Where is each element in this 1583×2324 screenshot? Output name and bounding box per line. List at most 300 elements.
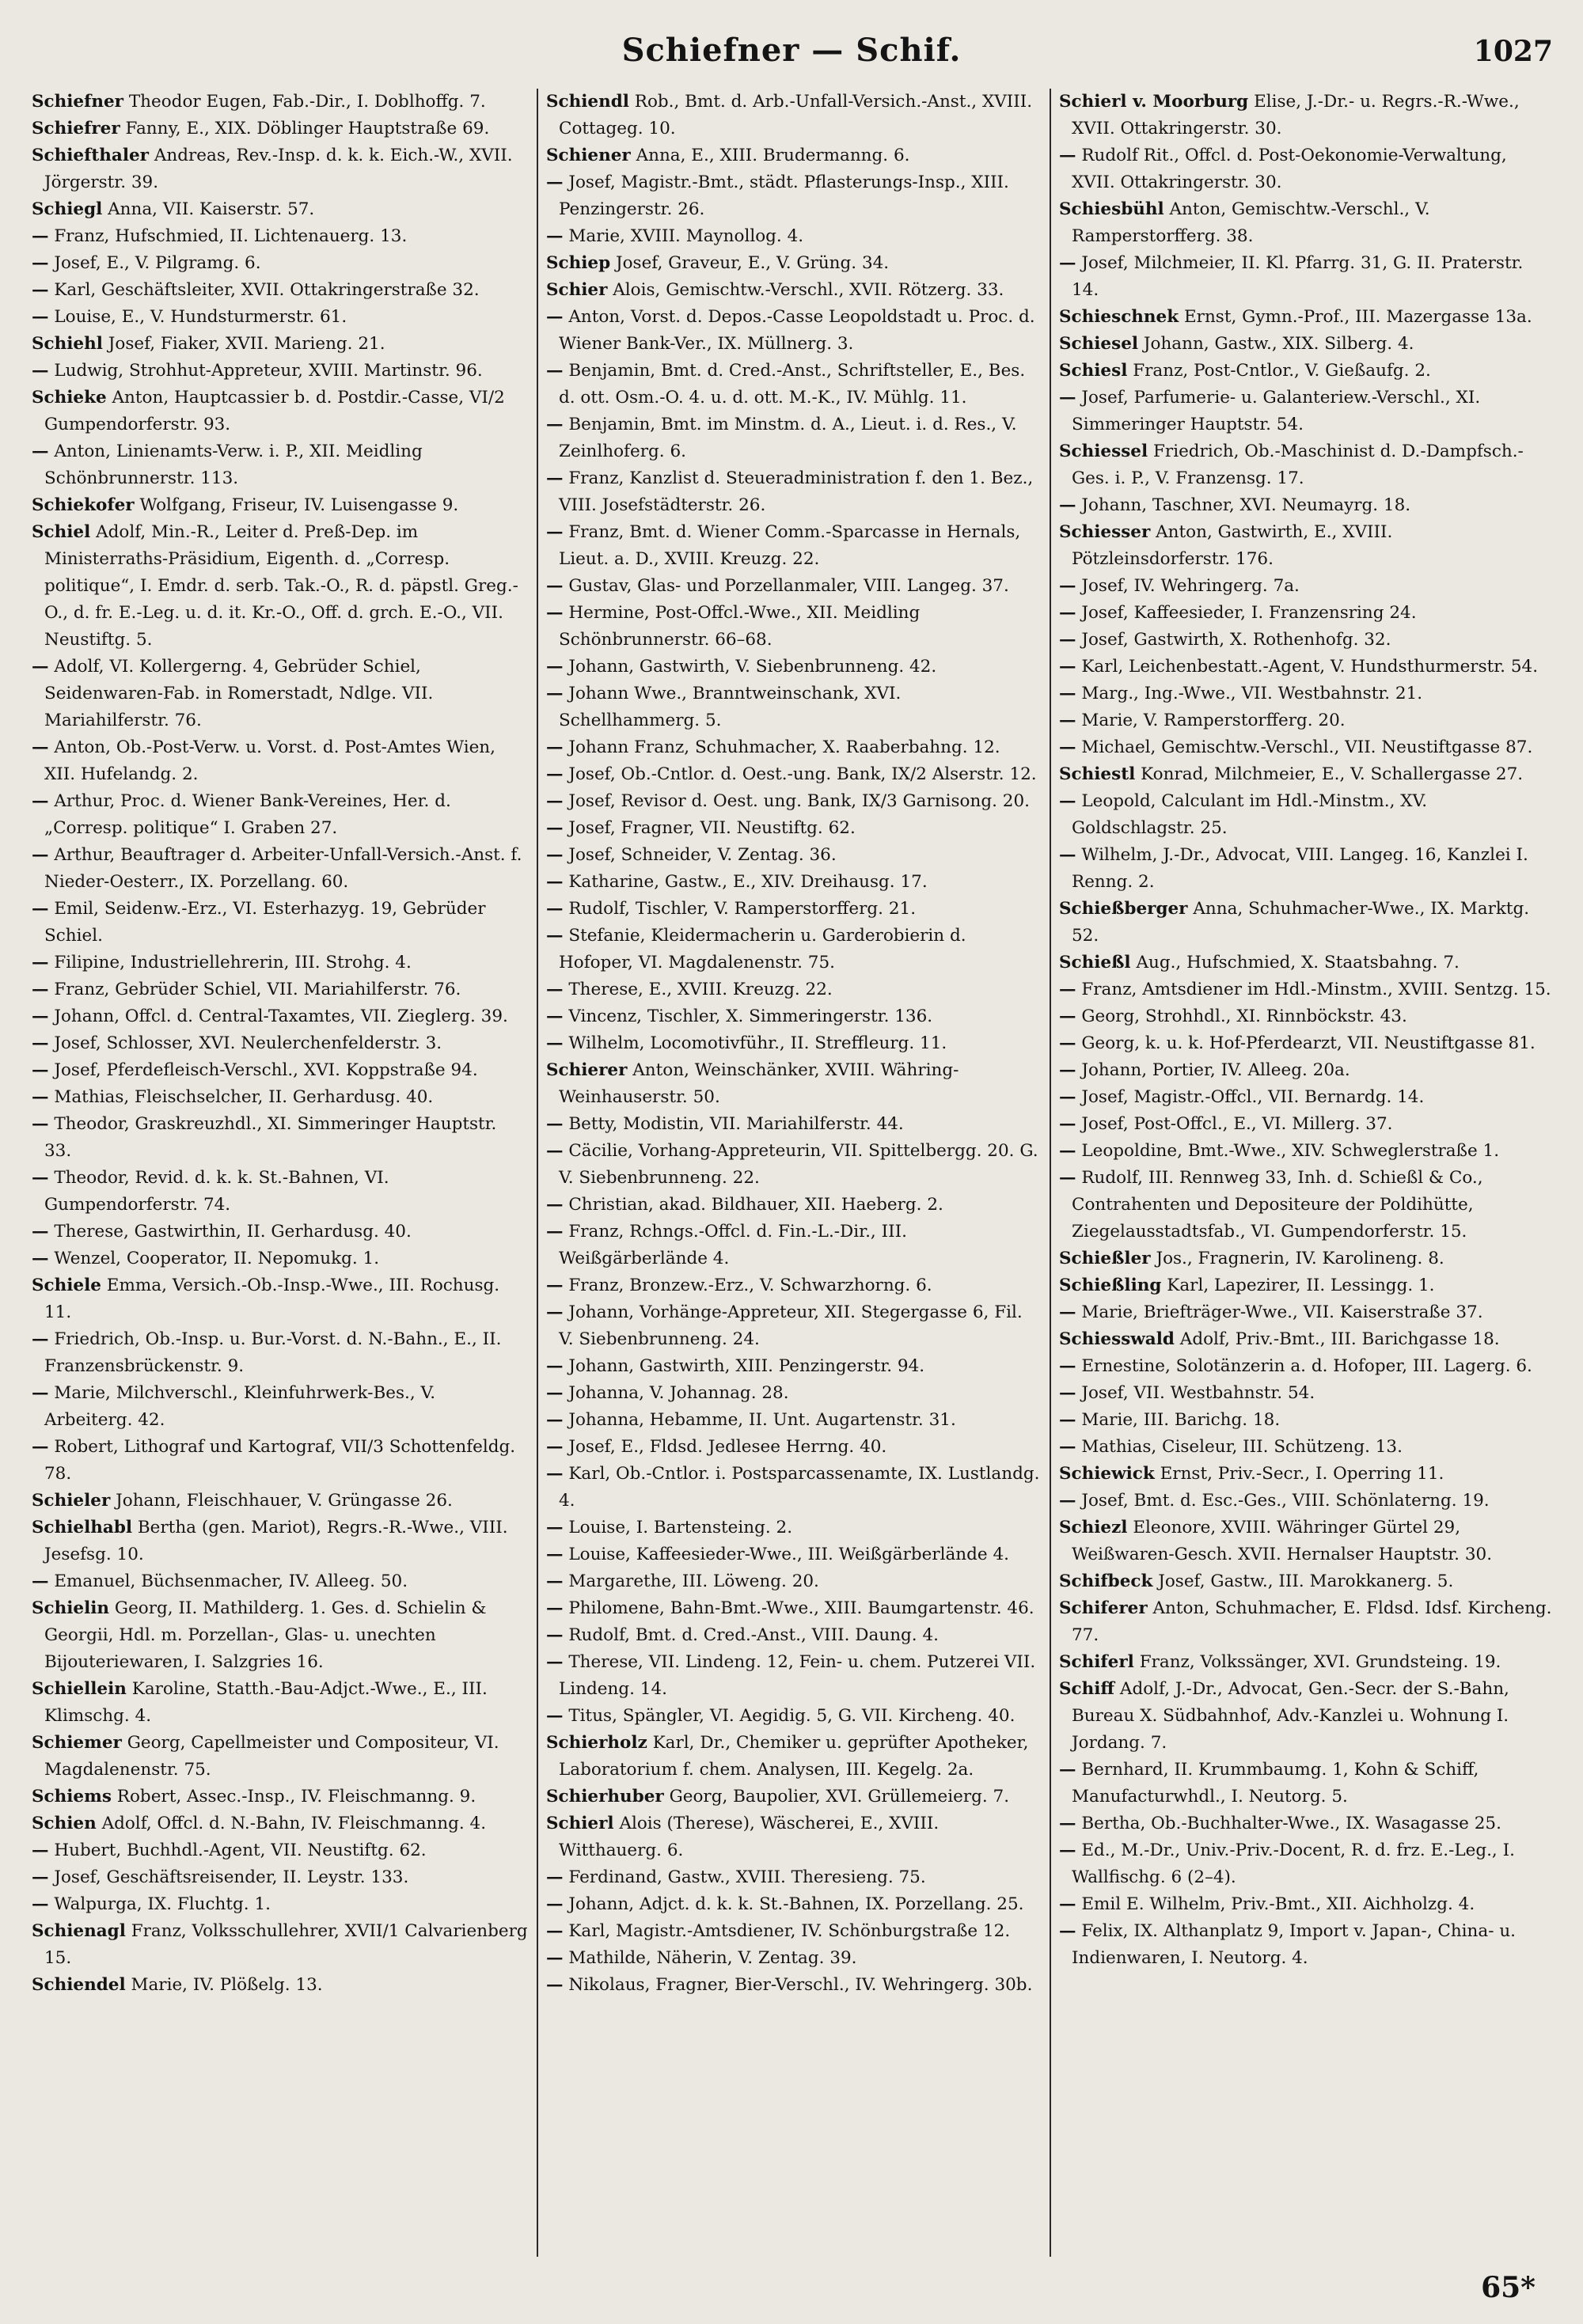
directory-entry	[32, 1972, 529, 1999]
entry-surname: —	[1059, 603, 1076, 623]
directory-entry	[1059, 654, 1555, 681]
directory-entry	[32, 1380, 529, 1434]
entry-details: Eleonore, XVIII. Währinger Gürtel 29, Weißwaren-Gesch. XVII. Hernalser Hauptstr. 30.	[1072, 1518, 1493, 1564]
directory-entry	[546, 896, 1042, 923]
directory-entry	[546, 1515, 1042, 1541]
directory-entry	[1059, 1891, 1555, 1918]
directory-entry	[1059, 358, 1555, 385]
entry-details: Marie, IV. Plößelg. 13.	[131, 1975, 323, 1995]
entry-surname: —	[546, 1222, 564, 1242]
entry-details: Mathias, Fleischselcher, II. Gerhardusg. 40.	[54, 1087, 434, 1107]
entry-details: Franz, Rchngs.-Offcl. d. Fin.-L.-Dir., III. Weißgärberlände 4.	[559, 1222, 907, 1268]
entry-surname: —	[32, 1168, 49, 1188]
entry-surname: —	[1059, 576, 1076, 596]
entry-surname: —	[546, 1571, 564, 1591]
page-header	[24, 32, 1559, 87]
directory-entry	[1059, 1111, 1555, 1138]
entry-surname: —	[546, 468, 564, 488]
directory-entry	[546, 1380, 1042, 1407]
directory-entry	[32, 116, 529, 142]
entry-surname: —	[1059, 388, 1076, 408]
directory-entry	[546, 223, 1042, 250]
directory-entry	[546, 1595, 1042, 1622]
entry-surname: —	[1059, 1814, 1076, 1833]
directory-entry	[1059, 438, 1555, 492]
entry-details: Johanna, Hebamme, II. Unt. Augartenstr. 31.	[568, 1410, 956, 1430]
entry-details: Anna, E., XIII. Brudermanng. 6.	[636, 146, 910, 165]
entry-surname: —	[546, 361, 564, 381]
entry-surname: —	[546, 415, 564, 434]
entry-details: Karl, Ob.-Cntlor. i. Postsparcassenamte, IX. Lustlandg. 4.	[559, 1464, 1040, 1511]
directory-entry	[1059, 1245, 1555, 1272]
directory-entry	[1059, 788, 1555, 842]
entry-details: Franz, Hufschmied, II. Lichtenauerg. 13.	[54, 226, 408, 246]
entry-surname: Schiezl	[1059, 1518, 1128, 1537]
entry-surname: —	[546, 226, 564, 246]
entry-surname: —	[546, 603, 564, 623]
directory-entry	[1059, 600, 1555, 627]
entry-surname: —	[546, 1007, 564, 1026]
entry-details: Friedrich, Ob.-Maschinist d. D.-Dampfsch.-Ges. i. P., V. Franzensg. 17.	[1072, 442, 1524, 488]
entry-surname: Schiehl	[32, 334, 103, 354]
entry-details: Johann, Fleischhauer, V. Grüngasse 26.	[116, 1491, 453, 1511]
entry-details: Gustav, Glas- und Porzellanmaler, VIII. Langeg. 37.	[568, 576, 1009, 596]
entry-details: Wilhelm, J.-Dr., Advocat, VIII. Langeg. 16, Kanzlei I. Renng. 2.	[1072, 845, 1528, 892]
entry-surname: Schiemer	[32, 1733, 122, 1753]
entry-surname: —	[1059, 1383, 1076, 1403]
directory-entry	[1059, 331, 1555, 358]
entry-details: Emma, Versich.-Ob.-Insp.-Wwe., III. Rochusg. 11.	[44, 1276, 500, 1322]
entry-details: Leopold, Calculant im Hdl.-Minstm., XV. Goldschlagstr. 25.	[1072, 791, 1428, 838]
entry-surname: Schierholz	[546, 1733, 647, 1753]
entry-surname: —	[32, 442, 49, 461]
entry-surname: —	[546, 1276, 564, 1295]
entry-details: Therese, E., XVIII. Kreuzg. 22.	[568, 980, 833, 999]
entry-surname: —	[32, 1087, 49, 1107]
entry-details: Franz, Bronzew.-Erz., V. Schwarzhorng. 6.	[568, 1276, 932, 1295]
entry-details: Josef, Geschäftsreisender, II. Leystr. 133.	[54, 1867, 409, 1887]
directory-entry	[546, 654, 1042, 681]
directory-entry	[1059, 1084, 1555, 1111]
entry-surname: Schiellein	[32, 1679, 127, 1699]
entry-details: Louise, I. Bartensteing. 2.	[568, 1518, 793, 1537]
directory-entry	[546, 142, 1042, 169]
directory-entry	[1059, 1272, 1555, 1299]
entry-details: Theodor, Revid. d. k. k. St.-Bahnen, VI. Gumpendorferstr. 74.	[44, 1168, 389, 1215]
entry-details: Marie, Milchverschl., Kleinfuhrwerk-Bes., V. Arbeiterg. 42.	[44, 1383, 436, 1430]
directory-entry	[1059, 385, 1555, 438]
entry-details: Georg, Capellmeister und Compositeur, VI. Magdalenenstr. 75.	[44, 1733, 499, 1780]
entry-surname: —	[546, 791, 564, 811]
entry-details: Friedrich, Ob.-Insp. u. Bur.-Vorst. d. N.-Bahn., E., II. Franzensbrückenstr. 9.	[44, 1329, 502, 1376]
entry-surname: —	[546, 1302, 564, 1322]
entry-details: Mathias, Ciseleur, III. Schützeng. 13.	[1081, 1437, 1403, 1457]
entry-details: Betty, Modistin, VII. Mariahilferstr. 44.	[568, 1114, 904, 1134]
entry-surname: Schiener	[546, 146, 631, 165]
directory-entry	[546, 465, 1042, 519]
entry-details: Marie, V. Ramperstorfferg. 20.	[1081, 711, 1346, 730]
entry-surname: Schielin	[32, 1598, 110, 1618]
directory-entry	[32, 976, 529, 1003]
directory-entry	[1059, 761, 1555, 788]
directory-entry	[546, 519, 1042, 573]
directory-entry	[1059, 1380, 1555, 1407]
column-3	[1050, 89, 1562, 2257]
entry-details: Josef, VII. Westbahnstr. 54.	[1081, 1383, 1315, 1403]
entry-details: Robert, Assec.-Insp., IV. Fleischmanng. 9.	[116, 1787, 476, 1807]
entry-details: Rudolf, III. Rennweg 33, Inh. d. Schießl & Co., Contrahenten und Depositeure der Poldihütte, Ziegelausstadtsfab., VI. Gumpendorferstr. 15.	[1072, 1168, 1483, 1242]
directory-entry	[32, 1918, 529, 1972]
entry-details: Josef, Graveur, E., V. Grüng. 34.	[615, 253, 890, 273]
directory-entry	[1059, 950, 1555, 976]
entry-surname: Schiesel	[1059, 334, 1139, 354]
directory-entry	[546, 304, 1042, 358]
directory-entry	[546, 869, 1042, 896]
entry-details: Nikolaus, Fragner, Bier-Verschl., IV. Wehringerg. 30b.	[568, 1975, 1033, 1995]
directory-entry	[546, 1784, 1042, 1810]
directory-entry	[32, 1784, 529, 1810]
entry-details: Arthur, Beauftrager d. Arbeiter-Unfall-Versich.-Anst. f. Nieder-Oesterr., IX. Porzellang. 60.	[44, 845, 522, 892]
directory-entry	[546, 1918, 1042, 1945]
directory-entry	[546, 169, 1042, 223]
directory-entry	[32, 1030, 529, 1057]
entry-surname: —	[1059, 737, 1076, 757]
entry-details: Rudolf Rit., Offcl. d. Post-Oekonomie-Verwaltung, XVII. Ottakringerstr. 30.	[1072, 146, 1507, 192]
directory-entry	[546, 1057, 1042, 1111]
entry-surname: —	[546, 1921, 564, 1941]
entry-surname: —	[32, 1867, 49, 1887]
entry-details: Bertha (gen. Mariot), Regrs.-R.-Wwe., VIII. Jesefsg. 10.	[44, 1518, 508, 1564]
entry-details: Aug., Hufschmied, X. Staatsbahng. 7.	[1136, 953, 1460, 972]
signature-mark: 65*	[1481, 2271, 1536, 2304]
entry-details: Philomene, Bahn-Bmt.-Wwe., XIII. Baumgartenstr. 46.	[568, 1598, 1034, 1618]
entry-surname: —	[32, 1033, 49, 1053]
entry-surname: —	[546, 1141, 564, 1161]
directory-entry	[1059, 492, 1555, 519]
directory-entry	[32, 1111, 529, 1165]
entry-details: Josef, Magistr.-Bmt., städt. Pflasterungs-Insp., XIII. Penzingerstr. 26.	[559, 172, 1009, 219]
entry-surname: —	[32, 845, 49, 865]
entry-surname: Schießl	[1059, 953, 1131, 972]
entry-details: Franz, Gebrüder Schiel, VII. Mariahilferstr. 76.	[54, 980, 461, 999]
directory-entry	[546, 1138, 1042, 1192]
entry-surname: —	[546, 1195, 564, 1215]
entry-surname: —	[1059, 1760, 1076, 1780]
entry-details: Josef, Parfumerie- u. Galanteriew.-Verschl., XI. Simmeringer Hauptstr. 54.	[1072, 388, 1481, 434]
directory-entry	[32, 331, 529, 358]
entry-details: Josef, Ob.-Cntlor. d. Oest.-ung. Bank, IX/2 Alserstr. 12.	[568, 764, 1037, 784]
entry-details: Adolf, Min.-R., Leiter d. Preß-Dep. im Ministerraths-Präsidium, Eigenth. d. „Corresp. politique“, I. Emdr. d. serb. Tak.-O., R. d. päpstl. Greg.-O., d. fr. E.-Leg. u. d. it. Kr.-O., Off. d. grch. E.-O., VII. Neustiftg. 5.	[44, 522, 518, 650]
directory-entry	[32, 1568, 529, 1595]
directory-entry	[32, 896, 529, 950]
directory-entry	[1059, 1165, 1555, 1245]
directory-entry	[1059, 1568, 1555, 1595]
entry-details: Alois (Therese), Wäscherei, E., XVIII. Witthauerg. 6.	[559, 1814, 940, 1860]
directory-entry	[1059, 842, 1555, 896]
entry-surname: —	[546, 1652, 564, 1672]
entry-surname: Schiel	[32, 522, 91, 542]
entry-details: Ernst, Gymn.-Prof., III. Mazergasse 13a.	[1183, 307, 1532, 327]
entry-surname: —	[32, 1329, 49, 1349]
entry-details: Georg, k. u. k. Hof-Pferdearzt, VII. Neustiftgasse 81.	[1081, 1033, 1536, 1053]
entry-surname: —	[32, 1894, 49, 1914]
entry-details: Anton, Linienamts-Verw. i. P., XII. Meidling Schönbrunnerstr. 113.	[44, 442, 423, 488]
entry-surname: Schierhuber	[546, 1787, 664, 1807]
entry-surname: Schießling	[1059, 1276, 1162, 1295]
entry-surname: —	[1059, 1894, 1076, 1914]
entry-details: Johann, Vorhänge-Appreteur, XII. Stegergasse 6, Fil. V. Siebenbrunneng. 24.	[559, 1302, 1023, 1349]
entry-surname: —	[1059, 1356, 1076, 1376]
directory-entry	[1059, 196, 1555, 250]
entry-surname: —	[546, 1894, 564, 1914]
entry-surname: Schiesl	[1059, 361, 1128, 381]
directory-entry	[546, 1219, 1042, 1272]
entry-details: Hermine, Post-Offcl.-Wwe., XII. Meidling Schönbrunnerstr. 66–68.	[559, 603, 921, 650]
entry-details: Johann, Portier, IV. Alleeg. 20a.	[1081, 1060, 1350, 1080]
directory-entry	[32, 89, 529, 116]
entry-details: Georg, Baupolier, XVI. Grüllemeierg. 7.	[669, 1787, 1010, 1807]
entry-details: Ludwig, Strohhut-Appreteur, XVIII. Martinstr. 96.	[54, 361, 483, 381]
entry-surname: Schiesswald	[1059, 1329, 1175, 1349]
entry-details: Andreas, Rev.-Insp. d. k. k. Eich.-W., XVII. Jörgerstr. 39.	[44, 146, 513, 192]
entry-details: Anna, VII. Kaiserstr. 57.	[108, 199, 315, 219]
entry-surname: —	[546, 818, 564, 838]
entry-surname: —	[546, 1706, 564, 1726]
entry-details: Mathilde, Näherin, V. Zentag. 39.	[568, 1948, 857, 1968]
directory-entry	[32, 734, 529, 788]
running-title: Schiefner — Schif.	[621, 32, 962, 69]
entry-details: Josef, Fiaker, XVII. Marieng. 21.	[108, 334, 385, 354]
entry-surname: Schien	[32, 1814, 97, 1833]
entry-surname: —	[546, 1598, 564, 1618]
entry-surname: —	[1059, 791, 1076, 811]
directory-entry	[32, 142, 529, 196]
entry-details: Emil E. Wilhelm, Priv.-Bmt., XII. Aichholzg. 4.	[1081, 1894, 1475, 1914]
directory-entry	[1059, 142, 1555, 196]
entry-surname: —	[546, 522, 564, 542]
entry-details: Arthur, Proc. d. Wiener Bank-Vereines, Her. d. „Corresp. politique“ I. Graben 27.	[44, 791, 451, 838]
entry-surname: Schierer	[546, 1060, 628, 1080]
entry-surname: —	[546, 1356, 564, 1376]
entry-surname: —	[1059, 495, 1076, 515]
entry-details: Anton, Gemischtw.-Verschl., V. Ramperstorfferg. 38.	[1072, 199, 1430, 246]
directory-entry	[1059, 573, 1555, 600]
entry-details: Leopoldine, Bmt.-Wwe., XIV. Schweglerstraße 1.	[1081, 1141, 1500, 1161]
entry-details: Johann, Gastw., XIX. Silberg. 4.	[1143, 334, 1414, 354]
directory-entry	[1059, 1837, 1555, 1891]
entry-details: Ernst, Priv.-Secr., I. Operring 11.	[1160, 1464, 1444, 1484]
entry-details: Cäcilie, Vorhang-Appreteurin, VII. Spittelbergg. 20. G. V. Siebenbrunneng. 22.	[559, 1141, 1038, 1188]
directory-entry	[32, 223, 529, 250]
entry-surname: —	[32, 1841, 49, 1860]
entry-surname: Schierl	[546, 1814, 614, 1833]
directory-entry	[546, 1192, 1042, 1219]
directory-entry	[1059, 89, 1555, 142]
entry-details: Josef, E., V. Pilgramg. 6.	[54, 253, 261, 273]
directory-entry	[546, 1703, 1042, 1730]
directory-entry	[1059, 1138, 1555, 1165]
directory-entry	[546, 976, 1042, 1003]
entry-details: Josef, Revisor d. Oest. ung. Bank, IX/3 Garnisong. 20.	[568, 791, 1030, 811]
entry-details: Anton, Weinschänker, XVIII. Währing-Weinhauserstr. 50.	[559, 1060, 959, 1107]
entry-details: Louise, E., V. Hundsturmerstr. 61.	[54, 307, 347, 327]
entry-surname: Schiff	[1059, 1679, 1115, 1699]
entry-surname: Schiesbühl	[1059, 199, 1164, 219]
entry-details: Johanna, V. Johannag. 28.	[568, 1383, 789, 1403]
directory-entry	[546, 1891, 1042, 1918]
directory-entry	[32, 1730, 529, 1784]
entry-details: Marie, III. Barichg. 18.	[1081, 1410, 1281, 1430]
entry-details: Emil, Seidenw.-Erz., VI. Esterhazyg. 19, Gebrüder Schiel.	[44, 899, 486, 946]
directory-entry	[32, 654, 529, 734]
entry-surname: —	[32, 1007, 49, 1026]
directory-entry	[1059, 1030, 1555, 1057]
entry-surname: —	[32, 1437, 49, 1457]
entry-details: Josef, Bmt. d. Esc.-Ges., VIII. Schönlaterng. 19.	[1081, 1491, 1490, 1511]
entry-details: Anna, Schuhmacher-Wwe., IX. Marktg. 52.	[1072, 899, 1530, 946]
entry-details: Titus, Spängler, VI. Aegidig. 5, G. VII. Kircheng. 40.	[568, 1706, 1015, 1726]
entry-details: Filipine, Industriellehrerin, III. Strohg. 4.	[54, 953, 412, 972]
entry-details: Karl, Magistr.-Amtsdiener, IV. Schönburgstraße 12.	[568, 1921, 1011, 1941]
entry-surname: —	[32, 1222, 49, 1242]
entry-surname: Schieler	[32, 1491, 111, 1511]
directory-entry	[1059, 1810, 1555, 1837]
entry-surname: —	[32, 361, 49, 381]
entry-surname: —	[546, 1518, 564, 1537]
entry-surname: Schieke	[32, 388, 107, 408]
entry-details: Adolf, VI. Kollergerng. 4, Gebrüder Schiel, Seidenwaren-Fab. in Romerstadt, Ndlge. VII. Mariahilferstr. 76.	[44, 657, 434, 730]
entry-surname: —	[32, 899, 49, 919]
directory-entry	[32, 304, 529, 331]
entry-details: Emanuel, Büchsenmacher, IV. Alleeg. 50.	[54, 1571, 408, 1591]
directory-entry	[546, 600, 1042, 654]
directory-entry	[546, 1945, 1042, 1972]
entry-surname: Schiendel	[32, 1975, 126, 1995]
entry-details: Ferdinand, Gastw., XVIII. Theresieng. 75.	[568, 1867, 926, 1887]
directory-entry	[32, 1515, 529, 1568]
directory-entry	[546, 1864, 1042, 1891]
entry-details: Josef, Schneider, V. Zentag. 36.	[568, 845, 837, 865]
entry-details: Bernhard, II. Krummbaumg. 1, Kohn & Schiff, Manufacturwhdl., I. Neutorg. 5.	[1072, 1760, 1479, 1807]
directory-entry	[1059, 896, 1555, 950]
directory-entry	[32, 788, 529, 842]
entry-surname: Schieschnek	[1059, 307, 1179, 327]
entry-surname: Schiekofer	[32, 495, 135, 515]
entry-details: Josef, E., Fldsd. Jedlesee Herrng. 40.	[568, 1437, 887, 1457]
directory-entry	[546, 1353, 1042, 1380]
entry-details: Benjamin, Bmt. d. Cred.-Anst., Schriftsteller, E., Bes. d. ott. Osm.-O. 4. u. d. ott. M.-K., IV. Mühlg. 11.	[559, 361, 1026, 408]
entry-surname: —	[32, 1249, 49, 1268]
entry-details: Marie, Briefträger-Wwe., VII. Kaiserstraße 37.	[1081, 1302, 1483, 1322]
directory-entry	[32, 1165, 529, 1219]
directory-entry	[32, 1488, 529, 1515]
directory-entry	[546, 681, 1042, 734]
directory-entry	[32, 1272, 529, 1326]
entry-details: Ernestine, Solotänzerin a. d. Hofoper, III. Lagerg. 6.	[1081, 1356, 1532, 1376]
entry-surname: Schiesser	[1059, 522, 1151, 542]
directory-entry	[546, 1541, 1042, 1568]
entry-details: Josef, Kaffeesieder, I. Franzensring 24.	[1081, 603, 1417, 623]
entry-details: Josef, Pferdefleisch-Verschl., XVI. Koppstraße 94.	[54, 1060, 478, 1080]
entry-details: Anton, Schuhmacher, E. Fldsd. Idsf. Kircheng. 77.	[1072, 1598, 1552, 1645]
directory-entry	[1059, 519, 1555, 573]
directory-entry	[546, 788, 1042, 815]
entry-details: Benjamin, Bmt. im Minstm. d. A., Lieut. i. d. Res., V. Zeinlhoferg. 6.	[559, 415, 1017, 461]
entry-surname: —	[546, 872, 564, 892]
entry-surname: Schiegl	[32, 199, 103, 219]
directory-entry	[1059, 707, 1555, 734]
entry-details: Karl, Dr., Chemiker u. geprüfter Apotheker, Laboratorium f. chem. Analysen, III. Kegelg. 2a.	[559, 1733, 1029, 1780]
entry-details: Karl, Leichenbestatt.-Agent, V. Hundsthurmerstr. 54.	[1081, 657, 1539, 677]
entry-surname: Schiessel	[1059, 442, 1148, 461]
entry-details: Fanny, E., XIX. Döblinger Hauptstraße 69.	[125, 119, 490, 138]
directory-entry	[546, 1407, 1042, 1434]
entry-details: Josef, IV. Wehringerg. 7a.	[1081, 576, 1300, 596]
entry-details: Bertha, Ob.-Buchhalter-Wwe., IX. Wasagasse 25.	[1081, 1814, 1501, 1833]
entry-details: Rudolf, Bmt. d. Cred.-Anst., VIII. Daung. 4.	[568, 1625, 939, 1645]
entry-details: Adolf, Priv.-Bmt., III. Barichgasse 18.	[1179, 1329, 1500, 1349]
entry-details: Adolf, Offcl. d. N.-Bahn, IV. Fleischmanng. 4.	[101, 1814, 487, 1833]
entry-surname: —	[1059, 657, 1076, 677]
directory-entry	[1059, 304, 1555, 331]
entry-details: Walpurga, IX. Fluchtg. 1.	[54, 1894, 271, 1914]
entry-details: Elise, J.-Dr.- u. Regrs.-R.-Wwe., XVII. Ottakringerstr. 30.	[1072, 92, 1520, 138]
entry-details: Josef, Gastw., III. Marokkanerg. 5.	[1158, 1571, 1454, 1591]
directory-entry	[32, 1837, 529, 1864]
directory-entry	[1059, 1434, 1555, 1461]
directory-entry	[546, 573, 1042, 600]
entry-surname: —	[32, 1383, 49, 1403]
entry-details: Konrad, Milchmeier, E., V. Schallergasse 27.	[1141, 764, 1524, 784]
entry-details: Christian, akad. Bildhauer, XII. Haeberg. 2.	[568, 1195, 943, 1215]
entry-surname: Schiestl	[1059, 764, 1136, 784]
entry-surname: —	[546, 1383, 564, 1403]
directory-entry	[1059, 1461, 1555, 1488]
entry-surname: Schiferl	[1059, 1652, 1134, 1672]
column-2	[537, 89, 1050, 2257]
directory-entry	[546, 1461, 1042, 1515]
directory-entry	[32, 842, 529, 896]
directory-entry	[32, 1810, 529, 1837]
entry-surname: Schießler	[1059, 1249, 1151, 1268]
entry-surname: —	[546, 684, 564, 703]
entry-details: Marie, XVIII. Maynollog. 4.	[568, 226, 804, 246]
entry-details: Anton, Ob.-Post-Verw. u. Vorst. d. Post-Amtes Wien, XII. Hufelandg. 2.	[44, 737, 495, 784]
directory-entry	[546, 1649, 1042, 1703]
entry-details: Margarethe, III. Löweng. 20.	[568, 1571, 819, 1591]
entry-surname: —	[32, 253, 49, 273]
entry-details: Anton, Gastwirth, E., XVIII. Pötzleinsdorferstr. 176.	[1072, 522, 1393, 569]
entry-surname: —	[1059, 253, 1076, 273]
entry-details: Adolf, J.-Dr., Advocat, Gen.-Secr. der S.-Bahn, Bureau X. Südbahnhof, Adv.-Kanzlei u. Wohnung I. Jordang. 7.	[1072, 1679, 1509, 1753]
directory-entry	[546, 1003, 1042, 1030]
entry-details: Karoline, Statth.-Bau-Adjct.-Wwe., E., III. Klimschg. 4.	[44, 1679, 488, 1726]
directory-entry	[1059, 1649, 1555, 1676]
directory-entry	[32, 519, 529, 654]
entry-surname: —	[546, 1033, 564, 1053]
entry-details: Therese, VII. Lindeng. 12, Fein- u. chem. Putzerei VII. Lindeng. 14.	[559, 1652, 1036, 1699]
entry-details: Johann, Gastwirth, V. Siebenbrunneng. 42.	[568, 657, 937, 677]
entry-surname: —	[1059, 1141, 1076, 1161]
entry-surname: —	[32, 657, 49, 677]
directory-entry	[546, 1972, 1042, 1999]
entry-surname: Schiefthaler	[32, 146, 150, 165]
directory-entry	[32, 1003, 529, 1030]
entry-details: Josef, Gastwirth, X. Rothenhofg. 32.	[1081, 630, 1391, 650]
entry-surname: —	[1059, 1060, 1076, 1080]
entry-details: Theodor Eugen, Fab.-Dir., I. Doblhoffg. 7.	[128, 92, 486, 112]
entry-details: Josef, Fragner, VII. Neustiftg. 62.	[568, 818, 856, 838]
